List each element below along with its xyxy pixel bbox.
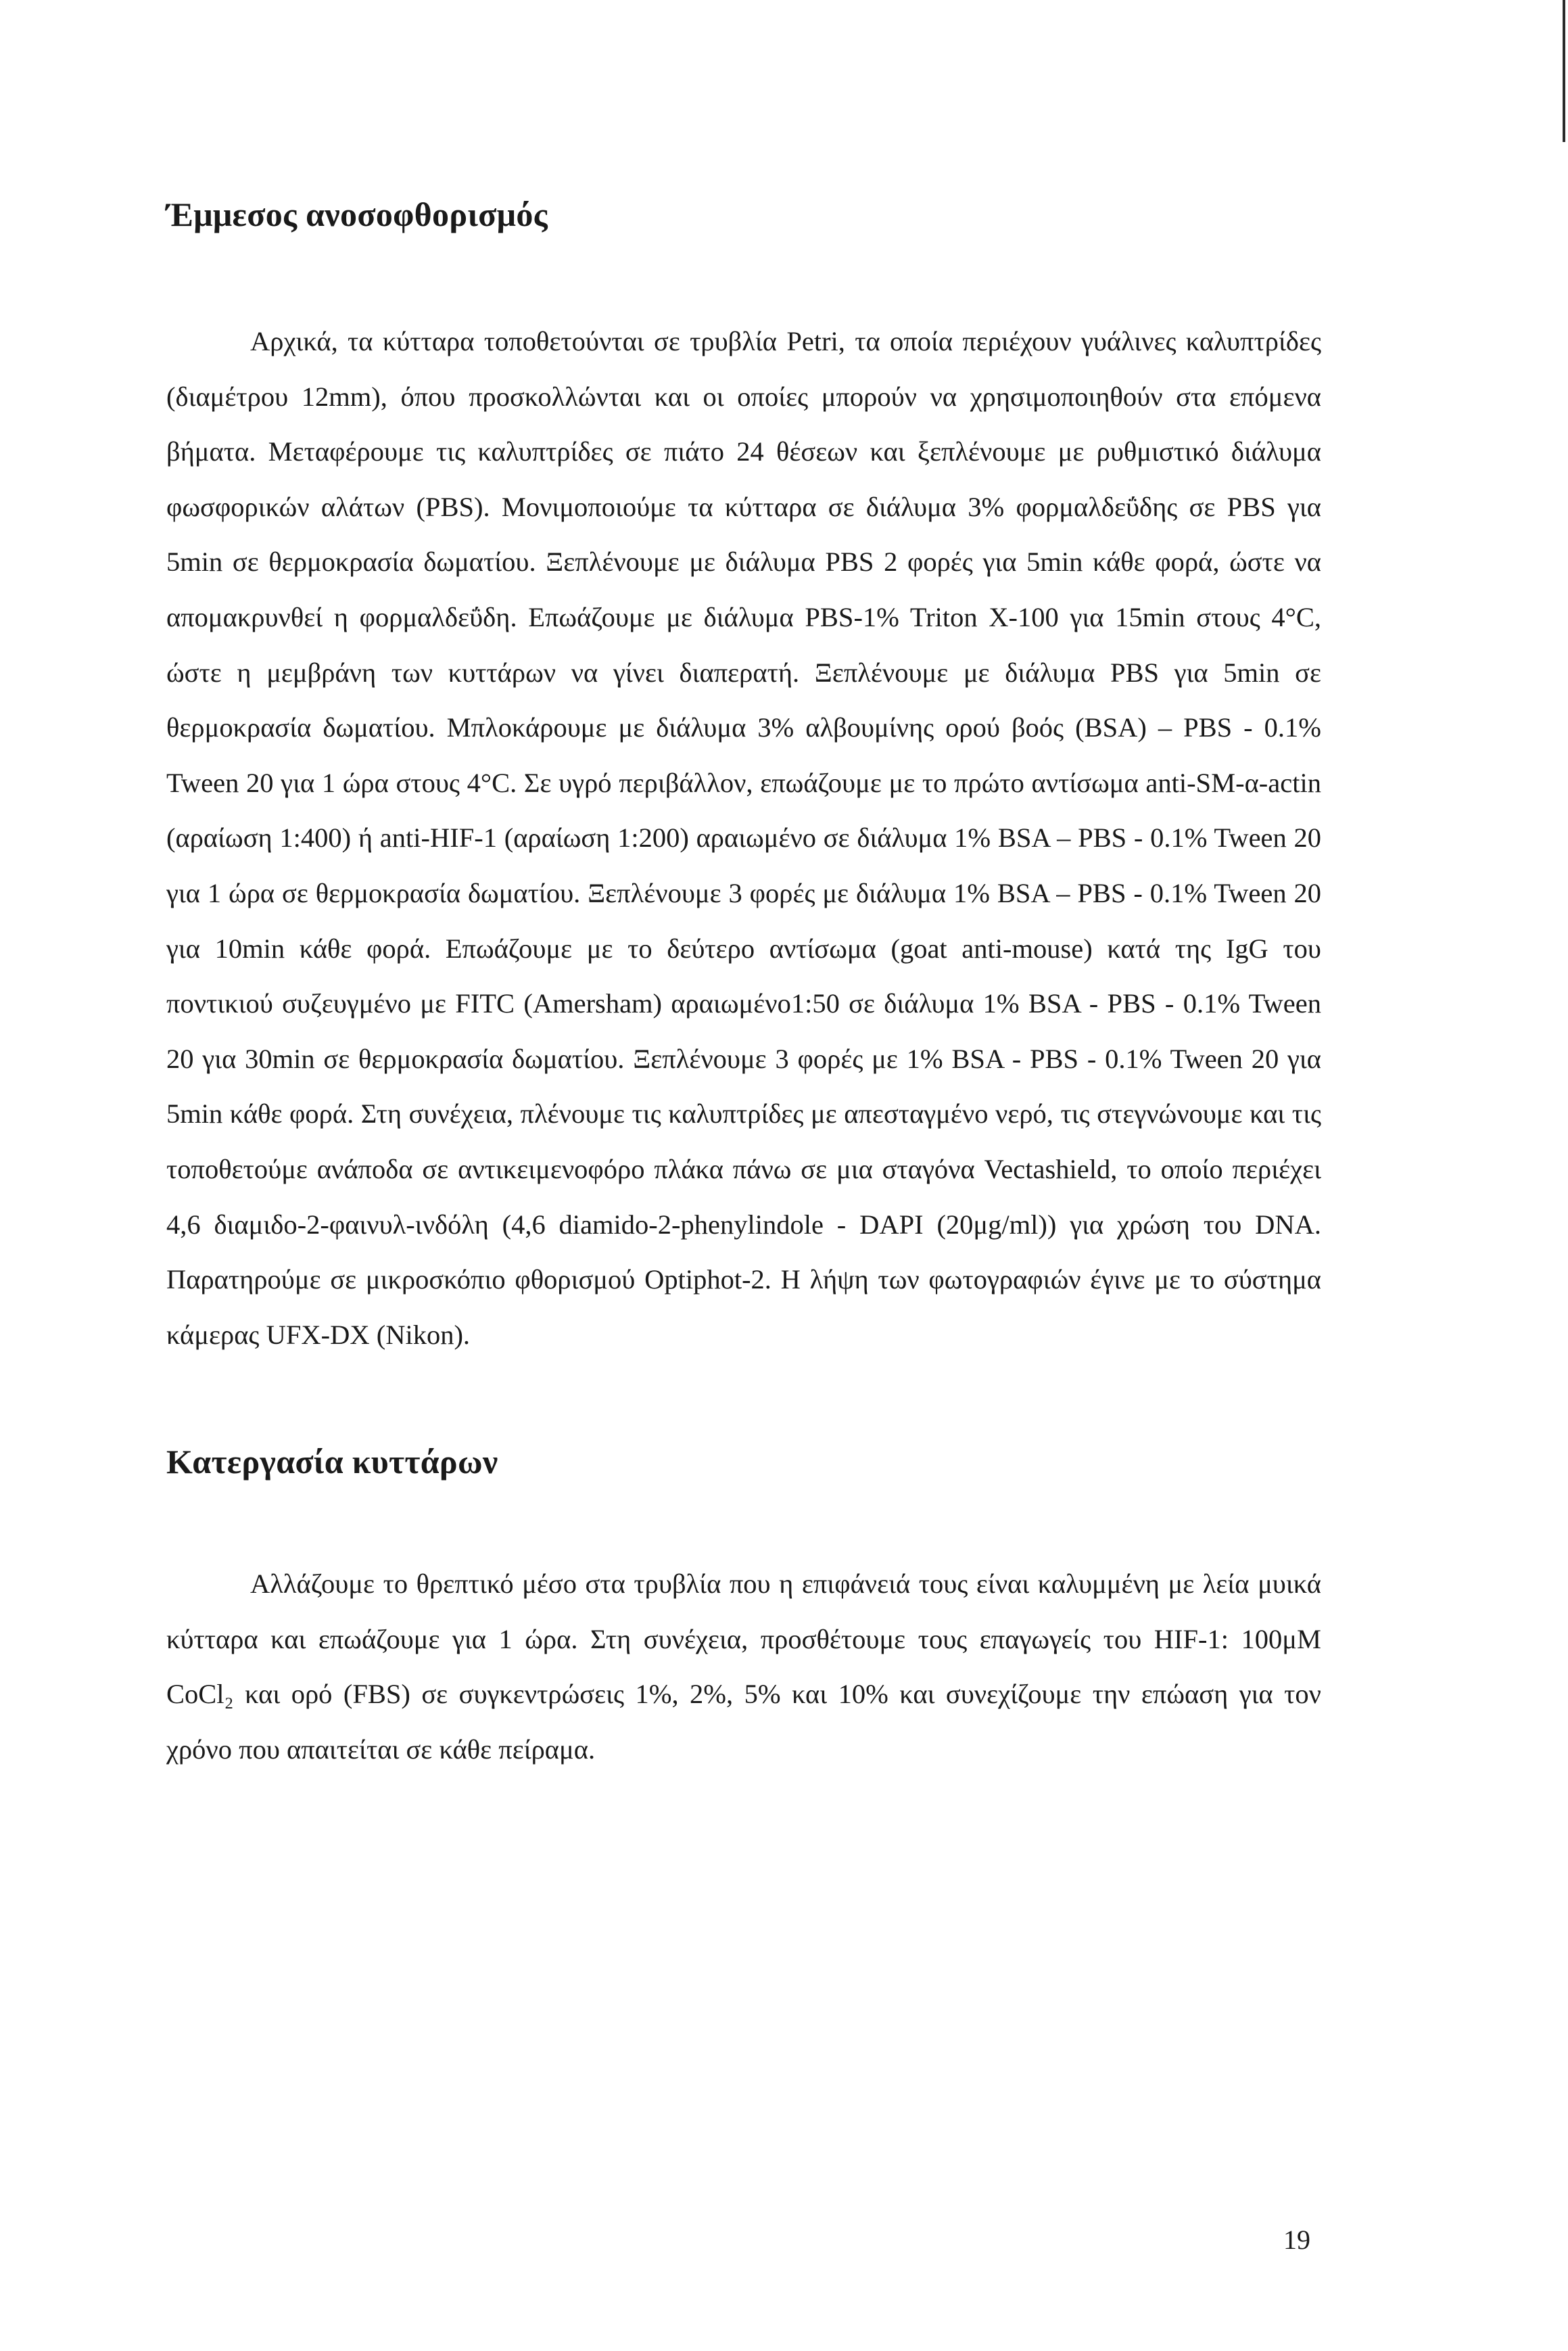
section-title: Κατεργασία κυττάρων	[166, 1443, 498, 1481]
section-paragraph: Αλλάζουμε το θρεπτικό μέσο στα τρυβλία που η επιφάνειά τους είναι καλυμμένη με λεία μυικά κύτταρα και επωάζουμε για 1 ώρα. Στη συνέχεια, προσθέτουμε τους επαγωγείς του HIF-1: 100μM CoCl₂ και ορό (FBS) σε συγκεντρώσεις 1%, 2%, 5% και 10% και συνεχίζουμε την επώαση για τον χρόνο που απαιτείται σε κάθε πείραμα.	[166, 1568, 1321, 1765]
scan-edge-mark	[1563, 0, 1565, 142]
section-title: Έμμεσος ανοσοφθορισμός	[166, 195, 548, 233]
section-indirect-immunofluorescence	[166, 193, 1321, 1362]
page-body	[166, 193, 1321, 1777]
section-cell-treatment	[166, 1440, 1321, 1777]
section-paragraph: Αρχικά, τα κύτταρα τοποθετούνται σε τρυβλία Petri, τα οποία περιέχουν γυάλινες καλυπτρίδες (διαμέτρου 12mm), όπου προσκολλώνται και οι οποίες μπορούν να χρησιμοποιηθούν στα επόμενα βήματα. Μεταφέρουμε τις καλυπτρίδες σε πιάτο 24 θέσεων και ξεπλένουμε με ρυθμιστικό διάλυμα φωσφορικών αλάτων (PBS). Μονιμοποιούμε τα κύτταρα σε διάλυμα 3% φορμαλδεΰδης σε PBS για 5min σε θερμοκρασία δωματίου. Ξεπλένουμε με διάλυμα PBS 2 φορές για 5min κάθε φορά, ώστε να απομακρυνθεί η φορμαλδεΰδη. Επωάζουμε με διάλυμα PBS-1% Triton X-100 για 15min στους 4°C, ώστε η μεμβράνη των κυττάρων να γίνει διαπερατή. Ξεπλένουμε με διάλυμα PBS για 5min σε θερμοκρασία δωματίου. Μπλοκάρουμε με διάλυμα 3% αλβουμίνης ορού βοός (BSA) – PBS - 0.1% Tween 20 για 1 ώρα στους 4°C. Σε υγρό περιβάλλον, επωάζουμε με το πρώτο αντίσωμα anti-SM-α-actin (αραίωση 1:400) ή anti-HIF-1 (αραίωση 1:200) αραιωμένο σε διάλυμα 1% BSA – PBS - 0.1% Tween 20 για 1 ώρα σε θερμοκρασία δωματίου. Ξεπλένουμε 3 φορές με διάλυμα 1% BSA – PBS - 0.1% Tween 20 για 10min κάθε φορά. Επωάζουμε με το δεύτερο αντίσωμα (goat anti-mouse) κατά της IgG του ποντικιού συζευγμένο με FITC (Amersham) αραιωμένο1:50 σε διάλυμα 1% BSA - PBS - 0.1% Tween 20 για 30min σε θερμοκρασία δωματίου. Ξεπλένουμε 3 φορές με 1% BSA - PBS - 0.1% Tween 20 για 5min κάθε φορά. Στη συνέχεια, πλένουμε τις καλυπτρίδες με απεσταγμένο νερό, τις στεγνώνουμε και τις τοποθετούμε ανάποδα σε αντικειμενοφόρο πλάκα πάνω σε μια σταγόνα Vectashield, το οποίο περιέχει 4,6 διαμιδο-2-φαινυλ-ινδόλη (4,6 diamido-2-phenylindole - DAPI (20μg/ml)) για χρώση του DNA. Παρατηρούμε σε μικροσκόπιο φθορισμού Optiphot-2. Η λήψη των φωτογραφιών έγινε με το σύστημα κάμερας UFX-DX (Nikon).	[166, 326, 1321, 1350]
page-number: 19	[1283, 2225, 1310, 2255]
